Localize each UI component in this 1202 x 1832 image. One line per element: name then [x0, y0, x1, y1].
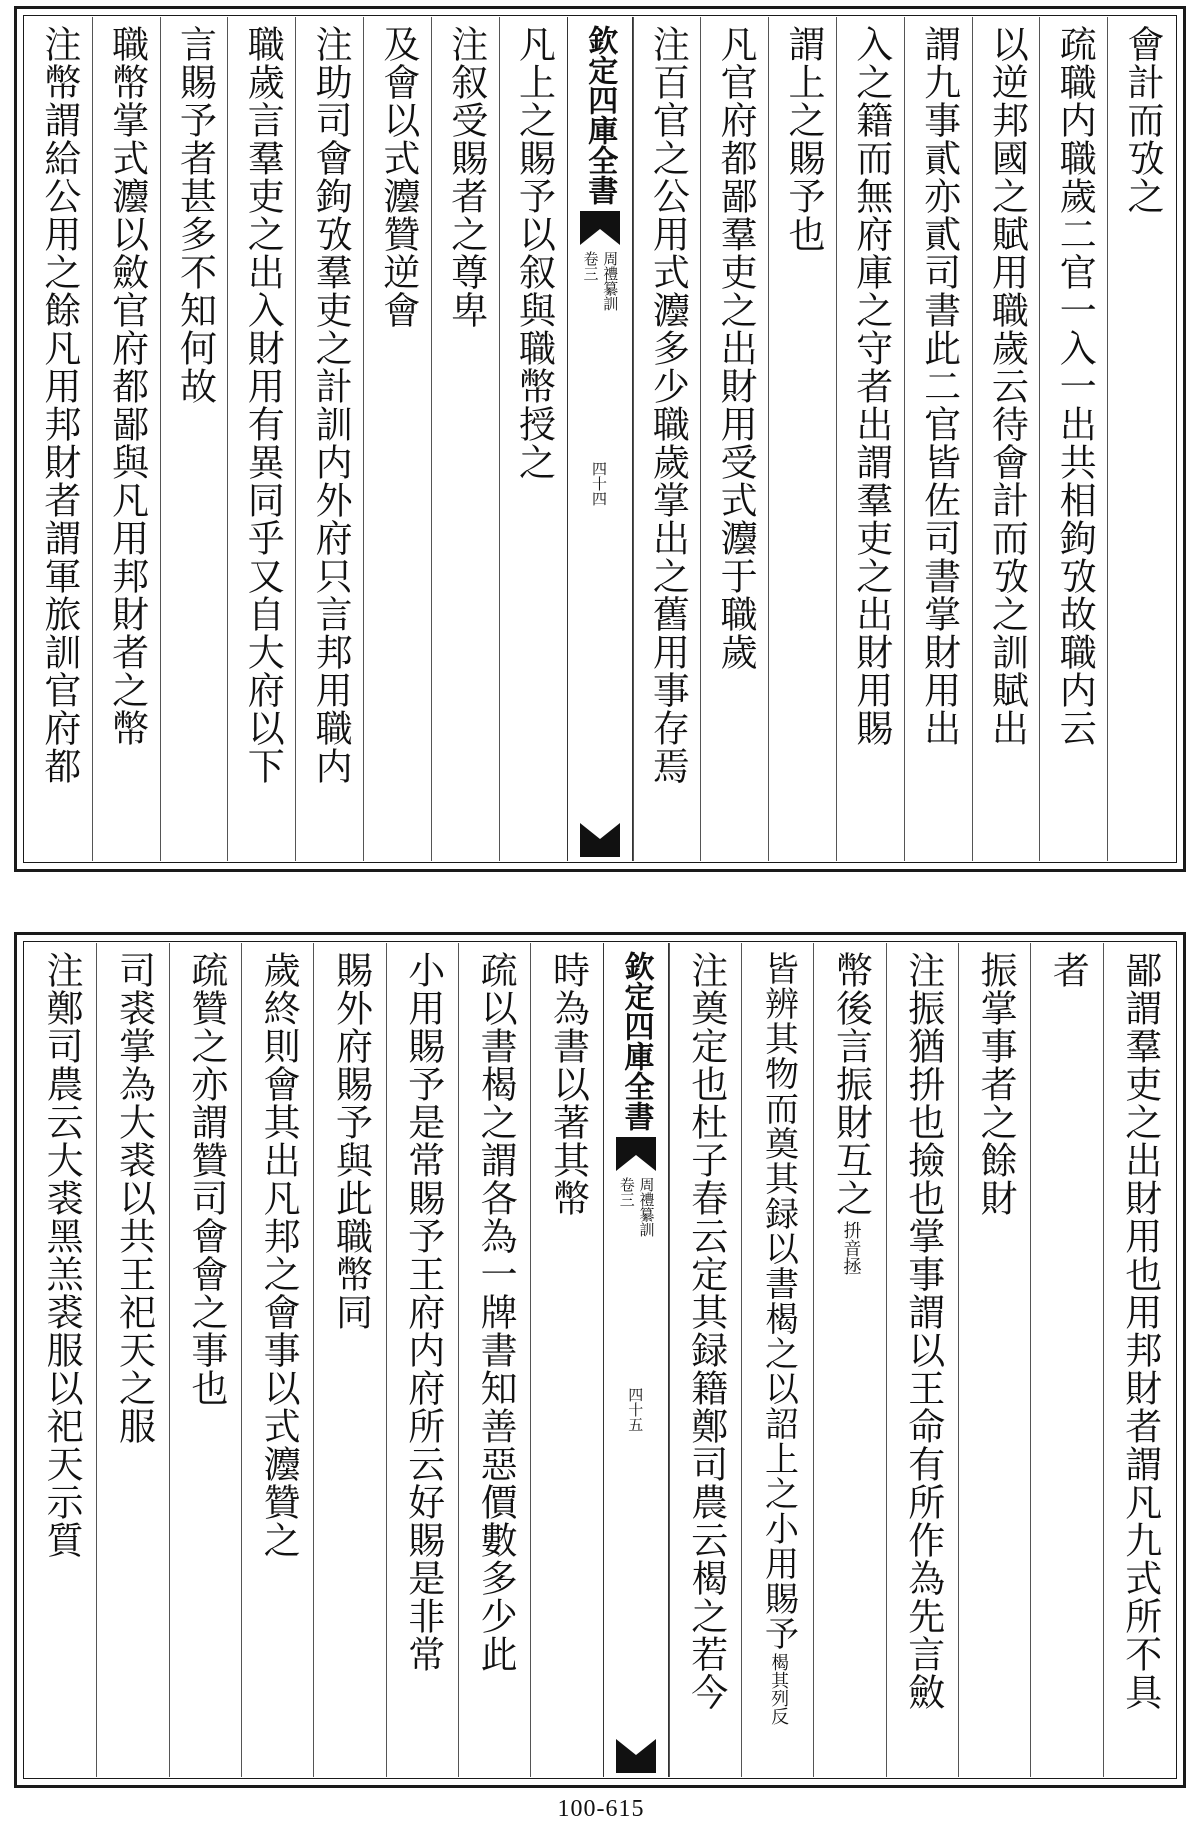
- column-text: 注振猶抍也撿也掌事謂以王命有所作為先言斂: [901, 951, 945, 1711]
- bottom-page: [14, 932, 1186, 1788]
- column-text: 注鄭司農云大裘黑羔裘服以祀天示質: [40, 951, 84, 1559]
- fish-tail-mark-icon: [616, 1137, 656, 1171]
- center-book: 周禮纂訓: [601, 251, 620, 311]
- fish-tail-mark-bottom-icon: [580, 823, 620, 857]
- column-text: 職歲言羣吏之出入財用有異同乎又自大府以下: [241, 25, 285, 785]
- text-column: [768, 17, 836, 861]
- text-column: [96, 943, 168, 1777]
- center-meta: [582, 251, 618, 311]
- text-column: [241, 943, 313, 1777]
- text-column: [227, 17, 295, 861]
- text-column: [530, 943, 602, 1777]
- column-text: 謂九事貳亦貳司書此二官皆佐司書掌財用出: [917, 25, 961, 747]
- text-column: [813, 943, 885, 1777]
- column-text: 皆辨其物而奠其録以書楬之以詔上之小用賜予: [758, 951, 799, 1651]
- column-text: 及會以式灋贊逆會: [376, 25, 420, 329]
- center-title: 欽定四庫全書: [618, 951, 654, 1131]
- column-text: 疏贊之亦謂贊司會會之事也: [184, 951, 228, 1407]
- column-text: 鄙謂羣吏之出財用也用邦財者謂凡九式所不具: [1118, 951, 1162, 1711]
- top-columns: [25, 17, 1175, 861]
- fish-tail-mark-icon: [580, 211, 620, 245]
- top-page: [14, 6, 1186, 872]
- text-column: [499, 17, 567, 861]
- text-column: [25, 17, 92, 861]
- text-column: [633, 17, 701, 861]
- text-column: [1103, 943, 1175, 1777]
- text-column: [1030, 943, 1102, 1777]
- text-column: [1039, 17, 1107, 861]
- column-text: 司裘掌為大裘以共王祀天之服: [112, 951, 156, 1445]
- column-text: 言賜予者甚多不知何故: [173, 25, 217, 405]
- center-folio: 四十四: [590, 461, 608, 506]
- column-text: 時為書以著其幣: [546, 951, 590, 1217]
- text-column: [972, 17, 1040, 861]
- page-number: 100-615: [557, 1796, 645, 1822]
- text-column: [669, 943, 741, 1777]
- column-text: 者: [1046, 951, 1090, 989]
- column-text: 疏職内職歲二官一入一出共相鉤攷故職内云: [1053, 25, 1097, 747]
- column-text: 振掌事者之餘財: [974, 951, 1018, 1217]
- column-text: 以逆邦國之賦用職歲云待會計而攷之訓賦出: [985, 25, 1029, 747]
- column-text: 職幣掌式灋以斂官府都鄙與凡用邦財者之幣: [105, 25, 149, 747]
- text-column: [958, 943, 1030, 1777]
- column-text: 注助司會鉤攷羣吏之計訓内外府只言邦用職内: [309, 25, 353, 785]
- center-fold: [567, 17, 633, 861]
- column-text: 歲終則會其出凡邦之會事以式灋贊之: [257, 951, 301, 1559]
- text-column: [92, 17, 160, 861]
- text-column: [458, 943, 530, 1777]
- column-text: 入之籍而無府庫之守者出謂羣吏之出財用賜: [849, 25, 893, 747]
- text-column: [431, 17, 499, 861]
- fish-tail-mark-bottom-icon: [616, 1739, 656, 1773]
- column-text: 小用賜予是常賜予王府内府所云好賜是非常: [401, 951, 445, 1673]
- center-volume: 卷三: [617, 1177, 636, 1207]
- column-note: 楬其列反: [768, 1653, 790, 1725]
- text-column: [160, 17, 228, 861]
- text-column: [886, 943, 958, 1777]
- text-column: [700, 17, 768, 861]
- text-column: [363, 17, 431, 861]
- center-title: 欽定四庫全書: [582, 25, 618, 205]
- column-text: 謂上之賜予也: [781, 25, 825, 253]
- center-folio: 四十五: [626, 1387, 645, 1432]
- column-text: 幣後言振財互之: [829, 951, 873, 1217]
- column-text: 賜外府賜予與此職幣同: [329, 951, 373, 1331]
- text-column: [741, 943, 813, 1777]
- column-text: 注百官之公用式灋多少職歲掌出之舊用事存焉: [646, 25, 690, 785]
- column-text: 注奠定也杜子春云定其録籍鄭司農云楬之若今: [684, 951, 728, 1711]
- column-text: 凡官府都鄙羣吏之出財用受式灋于職歲: [714, 25, 758, 671]
- column-text: 注叙受賜者之尊卑: [444, 25, 488, 329]
- center-book: 周禮纂訓: [637, 1177, 656, 1237]
- text-column: [904, 17, 972, 861]
- text-column: [169, 943, 241, 1777]
- center-meta: [618, 1177, 654, 1237]
- text-column: [1107, 17, 1175, 861]
- center-fold: [603, 943, 669, 1777]
- text-column: [295, 17, 363, 861]
- bottom-columns: [25, 943, 1175, 1777]
- column-text: 疏以書楬之謂各為一牌書知善惡價數多少此: [474, 951, 518, 1673]
- center-volume: 卷三: [581, 251, 600, 281]
- text-column: [386, 943, 458, 1777]
- text-column: [313, 943, 385, 1777]
- text-column: [836, 17, 904, 861]
- column-note: 抍音拯: [840, 1221, 862, 1275]
- column-text: 注幣謂給公用之餘凡用邦財者謂軍旅訓官府都: [37, 25, 81, 785]
- text-column: [25, 943, 96, 1777]
- column-text: 凡上之賜予以叙與職幣授之: [512, 25, 556, 481]
- column-text: 會計而攷之: [1121, 25, 1165, 215]
